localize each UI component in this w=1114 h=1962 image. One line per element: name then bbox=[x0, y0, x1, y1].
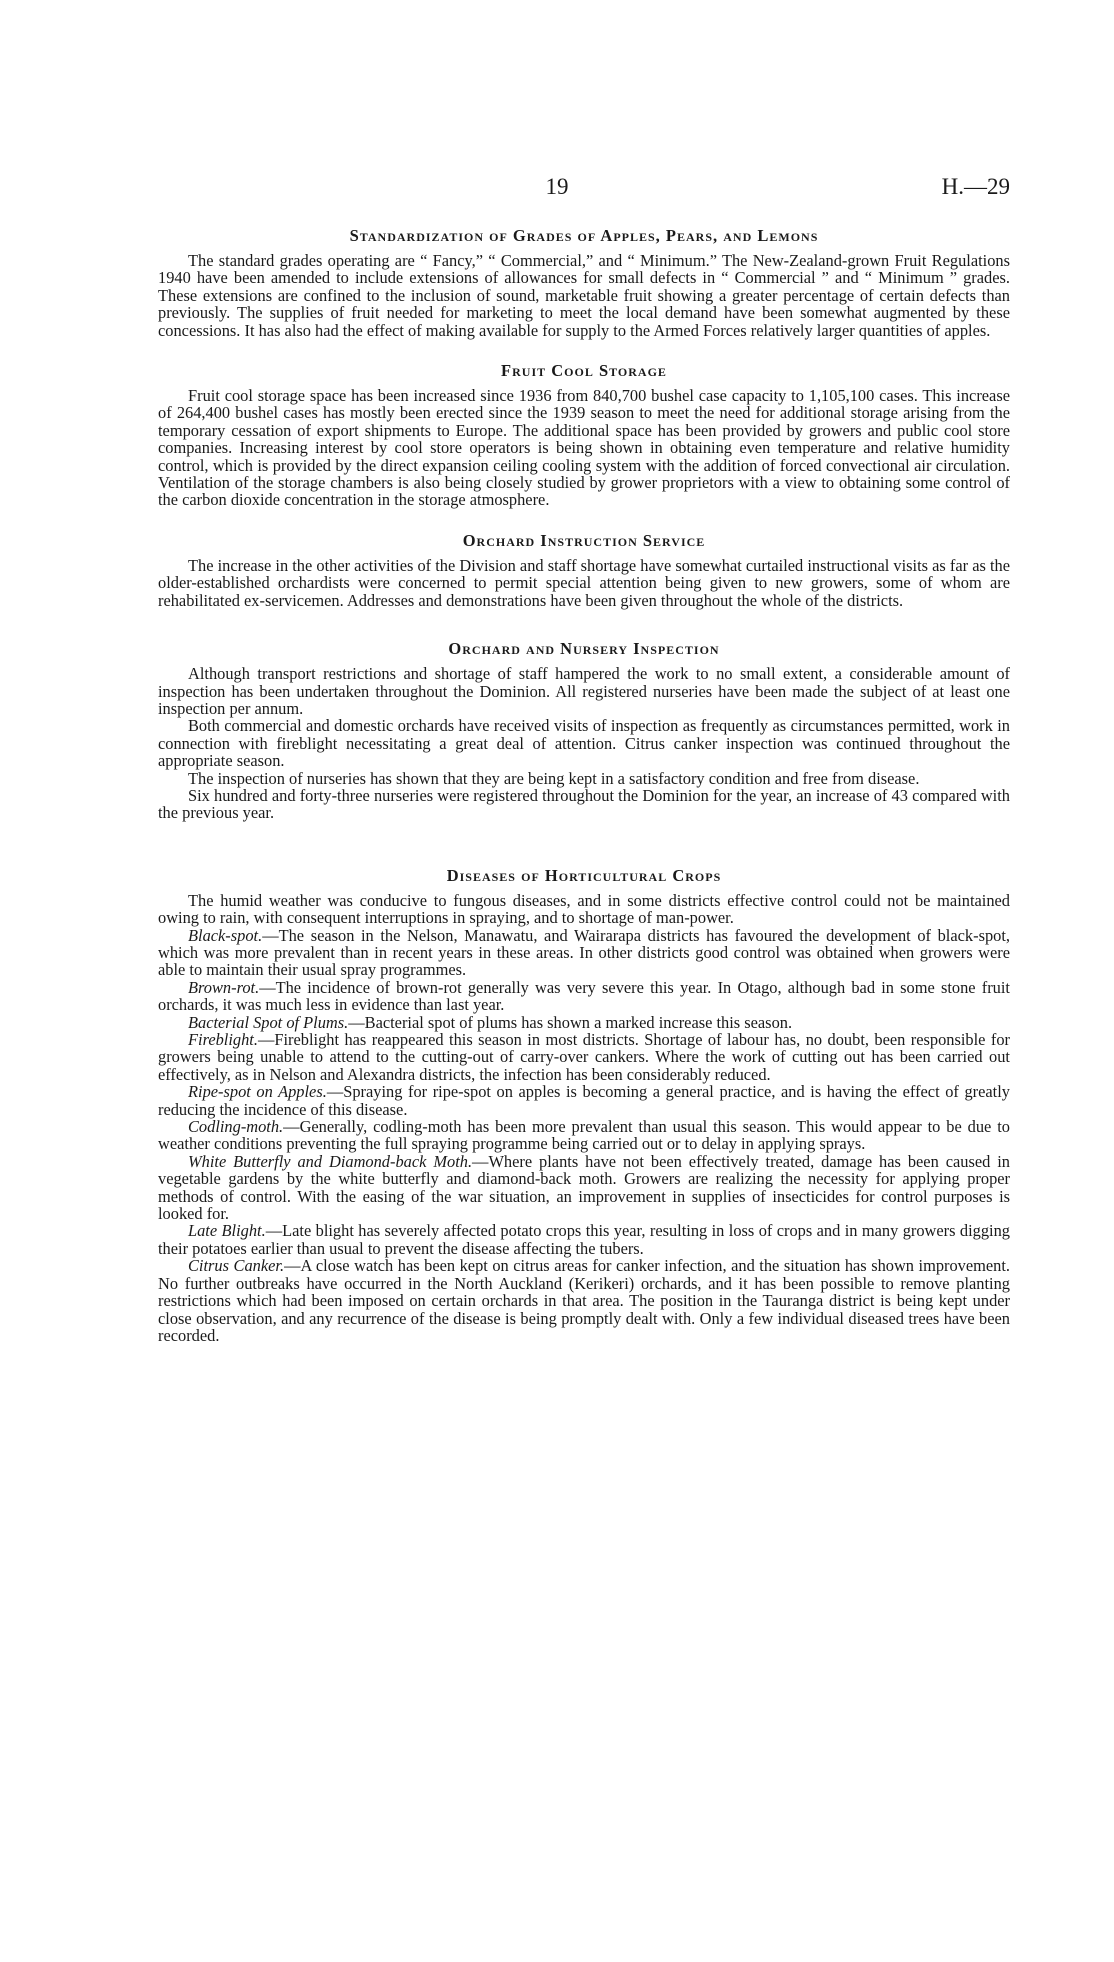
paragraph-lead: White Butterfly and Diamond-back Moth. bbox=[188, 1151, 473, 1171]
section-heading: Orchard and Nursery Inspection bbox=[448, 639, 720, 659]
paragraph bbox=[158, 557, 1010, 609]
paragraph bbox=[158, 1118, 1010, 1153]
paragraph-lead: Brown-rot. bbox=[188, 977, 260, 997]
paragraph-text: —Where plants have not been effectively treated, damage has been caused in vegetable gardens by the white butterfly and diamond-back moth. Growers are realizing the necessity for applying proper methods of control. With the easing of the war situation, an improvement in supplies of insecticides for control purposes is looked for. bbox=[158, 1151, 1010, 1224]
section-heading: Standardization of Grades of Apples, Pears, and Lemons bbox=[349, 226, 819, 245]
paragraph bbox=[158, 770, 1010, 787]
section-heading: Fruit Cool Storage bbox=[501, 361, 667, 381]
document-reference: H.—29 bbox=[941, 174, 1010, 199]
paragraph bbox=[158, 892, 1010, 927]
paragraph-text: The inspection of nurseries has shown that they are being kept in a satisfactory condition and free from disease. bbox=[188, 768, 920, 788]
section-heading: Orchard Instruction Service bbox=[462, 530, 706, 550]
section-fruit-cool-storage bbox=[158, 361, 1010, 509]
paragraph-lead: Bacterial Spot of Plums. bbox=[188, 1012, 349, 1032]
paragraph bbox=[158, 1083, 1010, 1118]
paragraph-lead: Black-spot. bbox=[188, 925, 263, 945]
paragraph-text: The standard grades operating are “ Fancy,” “ Commercial,” and “ Minimum.” The New-Zealand-grown Fruit Regulations 1940 have been amended to include extensions of allowances for small defects in “ Commercial ” and “ Minimum ” grades. These extensions are confined to the inclusion of sound, marketable fruit showing a greater percentage of certain defects than previously. The supplies of fruit needed for marketing to meet the local demand have been somewhat augmented by these concessions. It has also had the effect of making available for supply to the Armed Forces relatively larger quantities of apples. bbox=[158, 251, 1010, 340]
paragraph bbox=[158, 1153, 1010, 1223]
paragraph-text: Six hundred and forty-three nurseries were registered throughout the Dominion for the year, an increase of 43 compared with the previous year. bbox=[158, 785, 1010, 823]
paragraph bbox=[158, 252, 1010, 339]
paragraph bbox=[158, 787, 1010, 822]
paragraph-text: Although transport restrictions and shortage of staff hampered the work to no small extent, a considerable amount of inspection has been undertaken throughout the Dominion. All registered nurseries have been made the subject of at least one inspection per annum. bbox=[158, 664, 1010, 718]
paragraph bbox=[158, 1031, 1010, 1083]
paragraph-lead: Citrus Canker. bbox=[188, 1256, 285, 1276]
paragraph bbox=[158, 387, 1010, 509]
paragraph-lead: Codling-moth. bbox=[188, 1117, 284, 1137]
paragraph bbox=[158, 1014, 1010, 1031]
paragraph-text: The increase in the other activities of the Division and staff shortage have somewhat curtailed instructional visits as far as the older-established orchardists were concerned to permit special attention being given to new growers, some of whom are rehabilitated ex-servicemen. Addresses and demonstrations have been given throughout the whole of the districts. bbox=[158, 555, 1010, 610]
paragraph bbox=[158, 979, 1010, 1014]
paragraph bbox=[158, 665, 1010, 717]
paragraph-text: —Bacterial spot of plums has shown a marked increase this season. bbox=[348, 1012, 793, 1032]
section-heading: Diseases of Horticultural Crops bbox=[446, 865, 722, 885]
paragraph bbox=[158, 1222, 1010, 1257]
paragraph-text: —The incidence of brown-rot generally was very severe this year. In Otago, although bad in some stone fruit orchards, it was much less in evidence than last year. bbox=[158, 977, 1010, 1015]
paragraph-lead: Late Blight. bbox=[188, 1221, 266, 1241]
section-diseases-of-horticultural-crops bbox=[158, 866, 1010, 1345]
paragraph-text: —Generally, codling-moth has been more prevalent than usual this season. This would appear to be due to weather conditions preventing the full spraying programme being carried out or to delay in applying sprays. bbox=[158, 1117, 1010, 1154]
paragraph-text: —A close watch has been kept on citrus areas for canker infection, and the situation has shown improvement. No further outbreaks have occurred in the North Auckland (Kerikeri) orchards, and it has been possible to remove planting restrictions which had been imposed on certain orchards in that area. The position in the Tauranga district is being kept under close observation, and any recurrence of the disease is being promptly dealt with. Only a few individual diseased trees have been recorded. bbox=[158, 1256, 1011, 1345]
paragraph-lead: Fireblight. bbox=[188, 1030, 258, 1049]
paragraph-text: —The season in the Nelson, Manawatu, and Wairarapa districts has favoured the development of black-spot, which was more prevalent than in recent years in these areas. In other districts good control was obtained when growers were able to maintain their usual spray programmes. bbox=[158, 925, 1010, 980]
paragraph-text: —Late blight has severely affected potato crops this year, resulting in loss of crops and in many growers digging their potatoes earlier than usual to prevent the disease affecting the tubers. bbox=[158, 1221, 1010, 1258]
paragraph bbox=[158, 1257, 1010, 1344]
section-orchard-instruction-service bbox=[158, 531, 1010, 609]
paragraph-text: Fruit cool storage space has been increased since 1936 from 840,700 bushel case capacity to 1,105,100 cases. This increase of 264,400 bushel cases has mostly been erected since the 1939 season to meet the need for additional storage arising from the temporary cessation of export shipments to Europe. The additional space has been provided by growers and public cool store companies. Increasing interest by cool store operators is being shown in obtaining even temperature and relative humidity control, which is provided by the direct expansion ceiling cooling system with the addition of forced convectional air circulation. Ventilation of the storage chambers is also being closely studied by grower proprietors with a view to obtaining some control of the carbon dioxide concentration in the storage atmosphere. bbox=[158, 386, 1010, 510]
paragraph bbox=[158, 927, 1010, 979]
paragraph-text: The humid weather was conducive to fungous diseases, and in some districts effective control could not be maintained owing to rain, with consequent interruptions in spraying, and to shortage of man-power. bbox=[158, 890, 1010, 928]
page-content bbox=[158, 226, 1010, 1344]
paragraph-text: —Fireblight has reappeared this season in most districts. Shortage of labour has, no doubt, been responsible for growers being unable to attend to the cutting-out of carry-over cankers. Where the work of cutting out has been carried out effectively, as in Nelson and Alexandra districts, the infection has been considerably reduced. bbox=[158, 1030, 1010, 1084]
paragraph-text: Both commercial and domestic orchards have received visits of inspection as frequently as circumstances permitted, work in connection with fireblight necessitating a great deal of attention. Citrus canker inspection was continued throughout the appropriate season. bbox=[158, 716, 1010, 771]
page-number: 19 bbox=[545, 174, 569, 199]
section-standardization-of-grades bbox=[158, 226, 1010, 339]
paragraph bbox=[158, 717, 1010, 769]
section-orchard-and-nursery-inspection bbox=[158, 639, 1010, 822]
paragraph-lead: Ripe-spot on Apples. bbox=[188, 1082, 327, 1102]
paragraph-text: —Spraying for ripe-spot on apples is becoming a general practice, and is having the effect of greatly reducing the incidence of this disease. bbox=[158, 1082, 1010, 1119]
